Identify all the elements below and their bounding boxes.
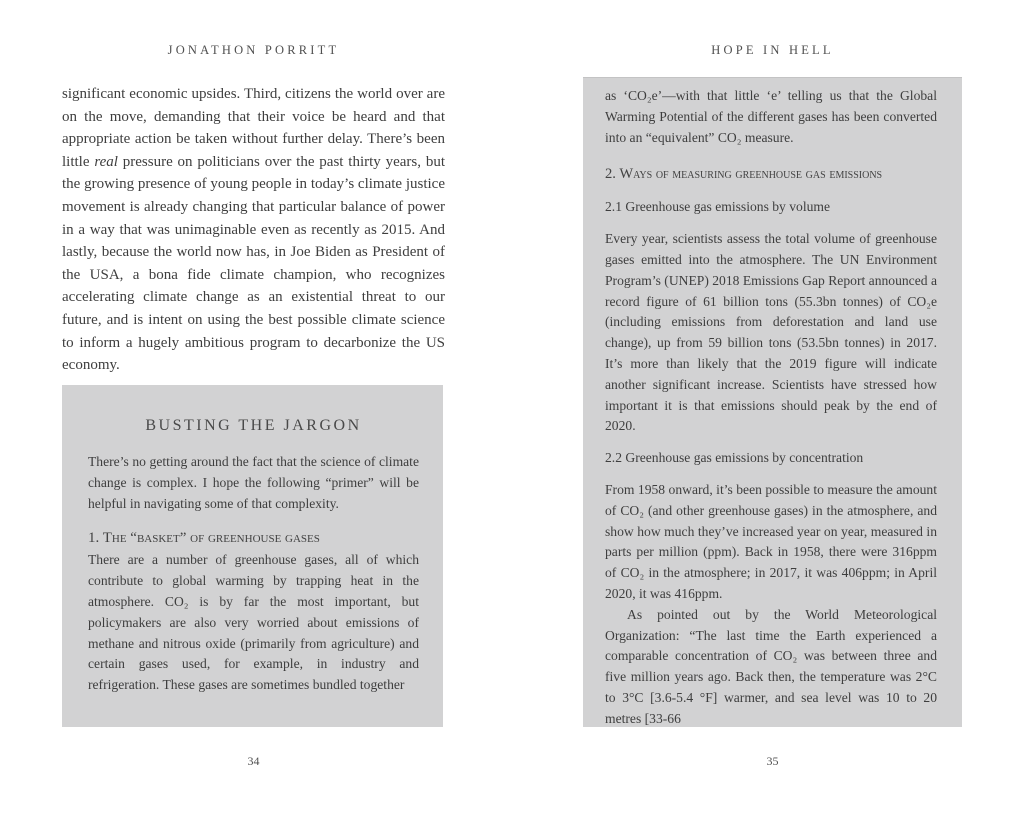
jargon-box-continued xyxy=(583,77,962,727)
body-text-segment: significant economic upsides. Third, citizens the world over are on the move, demanding that their voice be heard and that appropriate action be taken without further delay. There’s been little xyxy=(62,86,445,170)
wmo-quote-text: As pointed out by the World Meteorological Organization: “The last time the Earth experienced a comparable concentration of CO₂ was between three and five million years ago. Back then, the temperature was 2°C to 3°C [3.6-5.4 °F] warmer, and sea level was 10 to 20 metres [33-66 xyxy=(605,606,937,726)
subsection-2-2-text: From 1958 onward, it’s been possible to measure the amount of CO₂ (and other greenhouse gases) in the atmosphere, and show how much they’ve increased year on year, measured in parts per million (ppm). Back in 1958, there were 316ppm of CO₂ in the atmosphere; in 2017, it was 406ppm; in April 2020, it was 416ppm. xyxy=(605,481,937,601)
left-page-body-paragraph xyxy=(62,83,445,377)
section-1-heading: 1. The “basket” of greenhouse gases xyxy=(88,530,320,547)
subsection-2-1-text: Every year, scientists assess the total volume of greenhouse gases emitted into the atmosphere. The UN Environment Program’s (UNEP) 2018 Emissions Gap Report announced a record figure of 61 billion tons (55.3bn tonnes) of CO₂e (including emissions from deforestation and land use change), up from 59 billion tons (53.5bn tonnes) in 2017. It’s more than likely that the 2019 figure will indicate another significant increase. Scientists have stressed how important it is that emissions should peak by the end of 2020. xyxy=(605,231,937,434)
subsection-2-2-heading: 2.2 Greenhouse gas emissions by concentration xyxy=(605,450,864,466)
page-number-left: 34 xyxy=(247,754,260,768)
jargon-box xyxy=(62,385,443,727)
running-header-author: JONATHON PORRITT xyxy=(167,43,340,57)
italic-word: real xyxy=(94,153,118,170)
section-1-text: There are a number of greenhouse gases, all of which contribute to global warming by trapping heat in the atmosphere. CO₂ is by far the most important, but policymakers are also very worried about emissions of methane and nitrous oxide (primarily from agriculture) and certain gases used, for example, in industry and refrigeration. These gases are sometimes bundled together xyxy=(88,552,419,693)
subsection-2-1-heading: 2.1 Greenhouse gas emissions by volume xyxy=(605,199,831,215)
jargon-box-title: BUSTING THE JARGON xyxy=(145,417,362,434)
jargon-box-continuation-text: as ‘CO₂e’—with that little ‘e’ telling us that the Global Warming Potential of the different gases has been converted into an “equivalent” CO₂ measure. xyxy=(605,88,937,145)
page-number-right: 35 xyxy=(766,754,779,768)
running-header-book-title: HOPE IN HELL xyxy=(711,43,834,57)
body-text-segment: pressure on politicians over the past thirty years, but the growing presence of young people in today’s climate justice movement is already changing that particular balance of power in a way that was unimaginable even as recently as 2015. And lastly, because the world now has, in Joe Biden as President of the USA, a bona fide climate champion, who recognizes accelerating climate change as an existential threat to our future, and is intent on using the best possible climate science to inform a hugely ambitious program to decarbonize the US economy. xyxy=(62,153,445,374)
jargon-box-intro: There’s no getting around the fact that the science of climate change is complex. I hope the following “primer” will be helpful in navigating some of that complexity. xyxy=(88,454,419,511)
section-2-heading: 2. Ways of measuring greenhouse gas emissions xyxy=(605,166,883,183)
